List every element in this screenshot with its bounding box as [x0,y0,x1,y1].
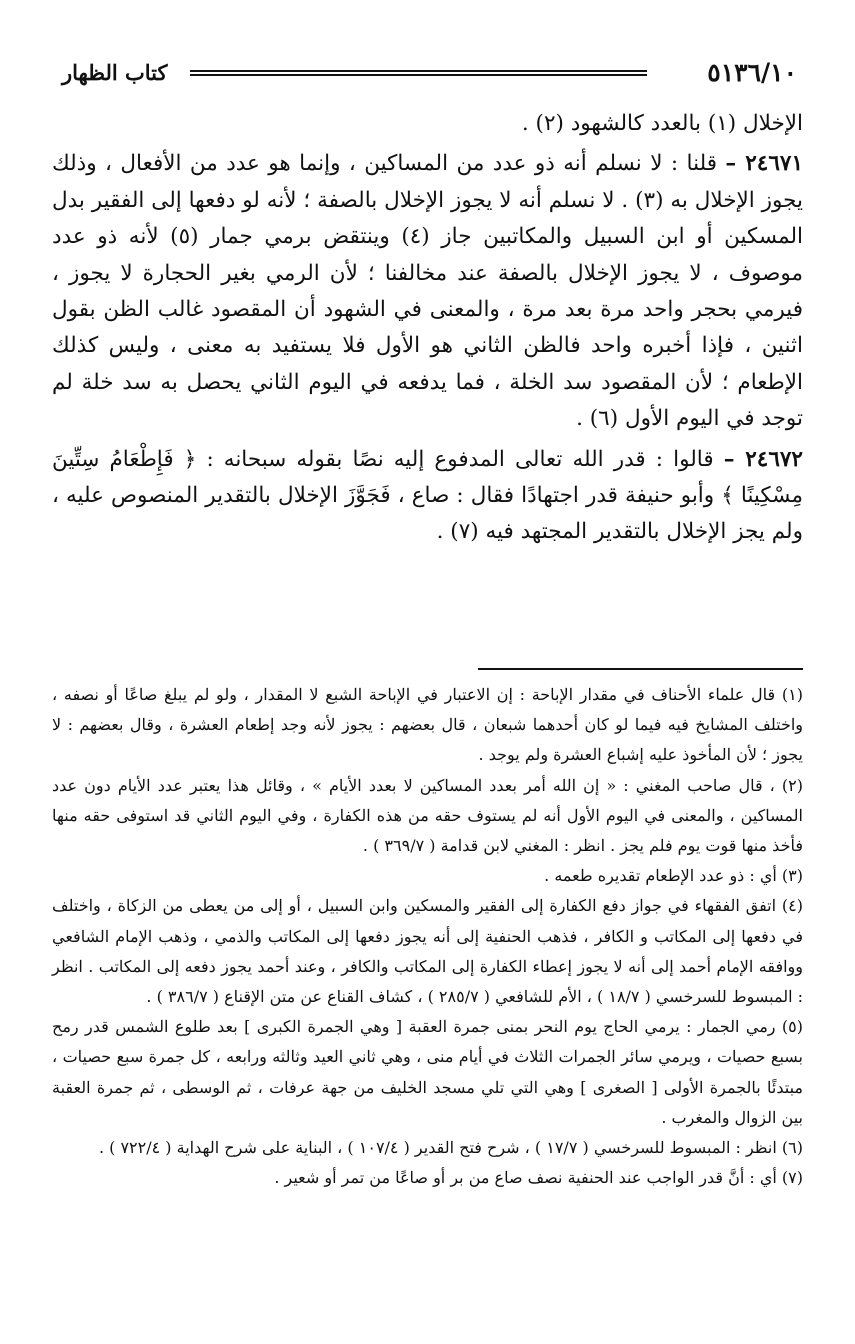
header-rule [190,70,647,76]
paragraph-number: ٢٤٦٧٢ – [723,446,803,472]
running-title: كتاب الظهار [62,60,168,85]
footnote-separator [478,668,803,670]
footnote-2: (٢) ، قال صاحب المغني : « إن الله أمر بعدد المساكين لا بعدد الأيام » ، وقائل هذا يعتبر عدد الأيام دون عدد المساكين ، والمعنى في اليوم الأول أنه لم يستوف حقه من هذه الكفارة ، وفي اليوم الثاني قد استوفى حقه منها فأخذ منها قوت يوم فلم يجز . انظر : المغني لابن قدامة ( ٣٦٩/٧ ) . [52,775,804,856]
paragraph-24671 [52,146,803,437]
page-header [62,58,797,92]
footnote-4: (٤) اتفق الفقهاء في جواز دفع الكفارة إلى الفقير والمسكين وابن السبيل ، أو إلى من يعطى من الزكاة ، واختلف في دفعها إلى المكاتب و الكافر ، فذهب الحنفية إلى أنه يجوز دفعها إلى المكاتب والذمي ، وذهب الإمام الشافعي ووافقه الإمام أحمد إلى أنه لا يجوز إعطاء الكفارة إلى المكاتب والكافر ، وعند أحمد يجوز دفعه إلى المكاتب . انظر : المبسوط للسرخسي ( ١٨/٧ ) ، الأم للشافعي ( ٢٨٥/٧ ) ، كشاف القناع عن متن الإقناع ( ٣٨٦/٧ ) . [52,896,803,1007]
footnotes [52,680,803,1193]
footnote-1: (١) قال علماء الأحناف في مقدار الإباحة : إن الاعتبار في الإباحة الشبع لا المقدار ، ولو لم يبلغ صاعًا أو نصفه ، واختلف المشايخ فيه فيما لو كان أحدهما شبعان ، قال بعضهم : يجوز لأنه وجد إطعام العشرة ، وقال بعضهم : لا يجوز ؛ لأن المأخوذ عليه إشباع العشرة ولم يوجد . [52,685,803,765]
footnote-5: (٥) رمي الجمار : يرمي الحاج يوم النحر بمنى جمرة العقبة [ وهي الجمرة الكبرى ] بعد طلوع الشمس قدر رمح بسبع حصيات ، ويرمي سائر الجمرات الثلاث في أيام منى ، وهي ثاني العيد وثالثه ورابعه ، كل جمرة سبع حصيات ، مبتدئًا بالجمرة الأولى [ الصغرى ] وهي التي تلي مسجد الخليف من جهة عرفات ، ثم الوسطى ، ثم جمرة العقبة بين الزوال والمغرب . [52,1017,803,1127]
paragraph-number: ٢٤٦٧١ – [725,151,803,177]
main-text [52,106,803,555]
paragraph-text: قلنا : لا نسلم أنه ذو عدد من المساكين ، وإنما هو عدد من الأفعال ، وذلك يجوز الإخلال به (٣) . لا نسلم أنه لا يجوز الإخلال بالصفة ؛ لأنه لو دفعها إلى الفقير بدل المسكين أو ابن السبيل والمكاتبين جاز (٤) وينتقض برمي جمار (٥) لأنه ذو عدد موصوف ، لا يجوز الإخلال بالصفة عند مخالفنا ؛ لأن الرمي بغير الحجارة لا يجوز ، فيرمي بحجر واحد مرة بعد مرة ، والمعنى في الشهود أن المقصود غالب الظن بقول اثنين ، فإذا أخبره واحد فالظن الثاني هو الأول فلا يستفيد به معنى ، وليس كذلك الإطعام ؛ لأن المقصود سد الخلة ، فما يدفعه في اليوم الثاني يحصل به سد خلة لم توجد في اليوم الأول (٦) . [52,151,803,432]
footnote-6: (٦) انظر : المبسوط للسرخسي ( ١٧/٧ ) ، شرح فتح القدير ( ١٠٧/٤ ) ، البناية على شرح الهداية ( ٧٢٢/٤ ) . [98,1138,803,1158]
paragraph-continuation: الإخلال (١) بالعدد كالشهود (٢) . [521,111,803,136]
paragraph-24672 [52,442,803,551]
footnote-3: (٣) أي : ذو عدد الإطعام تقديره طعمه . [544,866,803,886]
paragraph-text: قالوا : قدر الله تعالى المدفوع إليه نصًا بقوله سبحانه : ﴿ فَإِطْعَامُ سِتِّينَ مِسْكِينًا ﴾ وأبو حنيفة قدر اجتهادًا فقال : صاع ، فَجَوَّزَ الإخلال بالتقدير المنصوص عليه ، ولم يجز الإخلال بالتقدير المجتهد فيه (٧) . [52,446,803,545]
page-number: ٥١٣٦/١٠ [707,58,797,87]
footnote-7: (٧) أي : أنَّ قدر الواجب عند الحنفية نصف صاع من بر أو صاعًا من تمر أو شعير . [274,1168,803,1188]
